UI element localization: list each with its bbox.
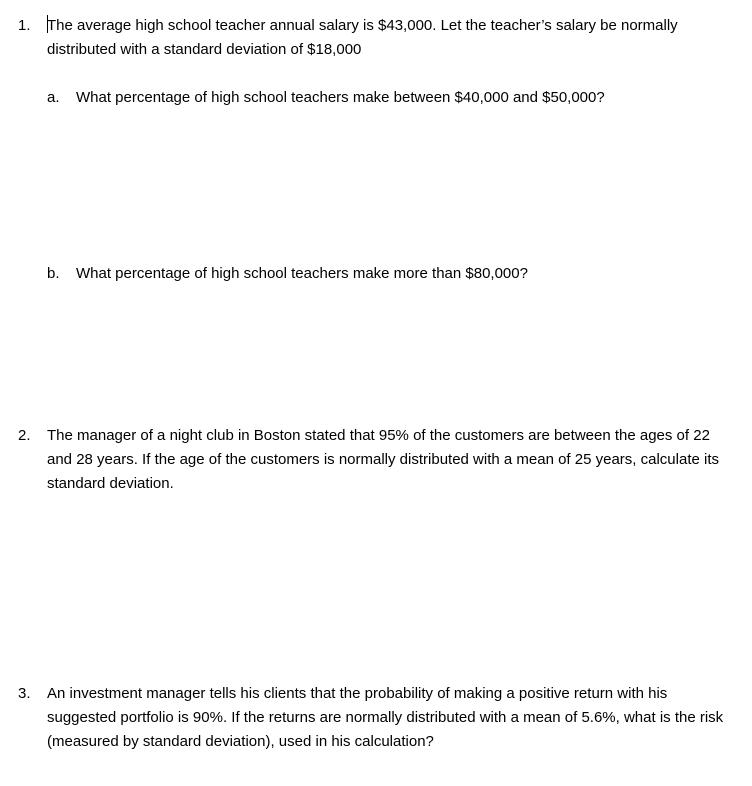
question-text: An investment manager tells his clients that the probability of making a positive return with his suggested portfolio is 90%. If the returns are normally distributed with a mean of 5.6%, what is the risk (measured by standard deviation), used in his calculation? — [47, 685, 724, 750]
part-text: What percentage of high school teachers make more than $80,000? — [76, 265, 528, 282]
question-number: 1. — [18, 17, 31, 34]
question-text[interactable] — [47, 14, 737, 62]
part-letter: a. — [47, 89, 60, 106]
question-number: 3. — [18, 685, 31, 702]
question-text-content: The average high school teacher annual salary is $43,000. Let the teacher’s salary be normally distributed with a standard deviation of $18,000 — [47, 17, 678, 58]
part-text: What percentage of high school teachers make between $40,000 and $50,000? — [76, 89, 605, 106]
question-text: The manager of a night club in Boston stated that 95% of the customers are between the ages of 22 and 28 years. If the age of the customers is normally distributed with a mean of 25 years, calculate its standard deviation. — [47, 427, 720, 492]
part-letter: b. — [47, 265, 60, 282]
question-number: 2. — [18, 427, 31, 444]
